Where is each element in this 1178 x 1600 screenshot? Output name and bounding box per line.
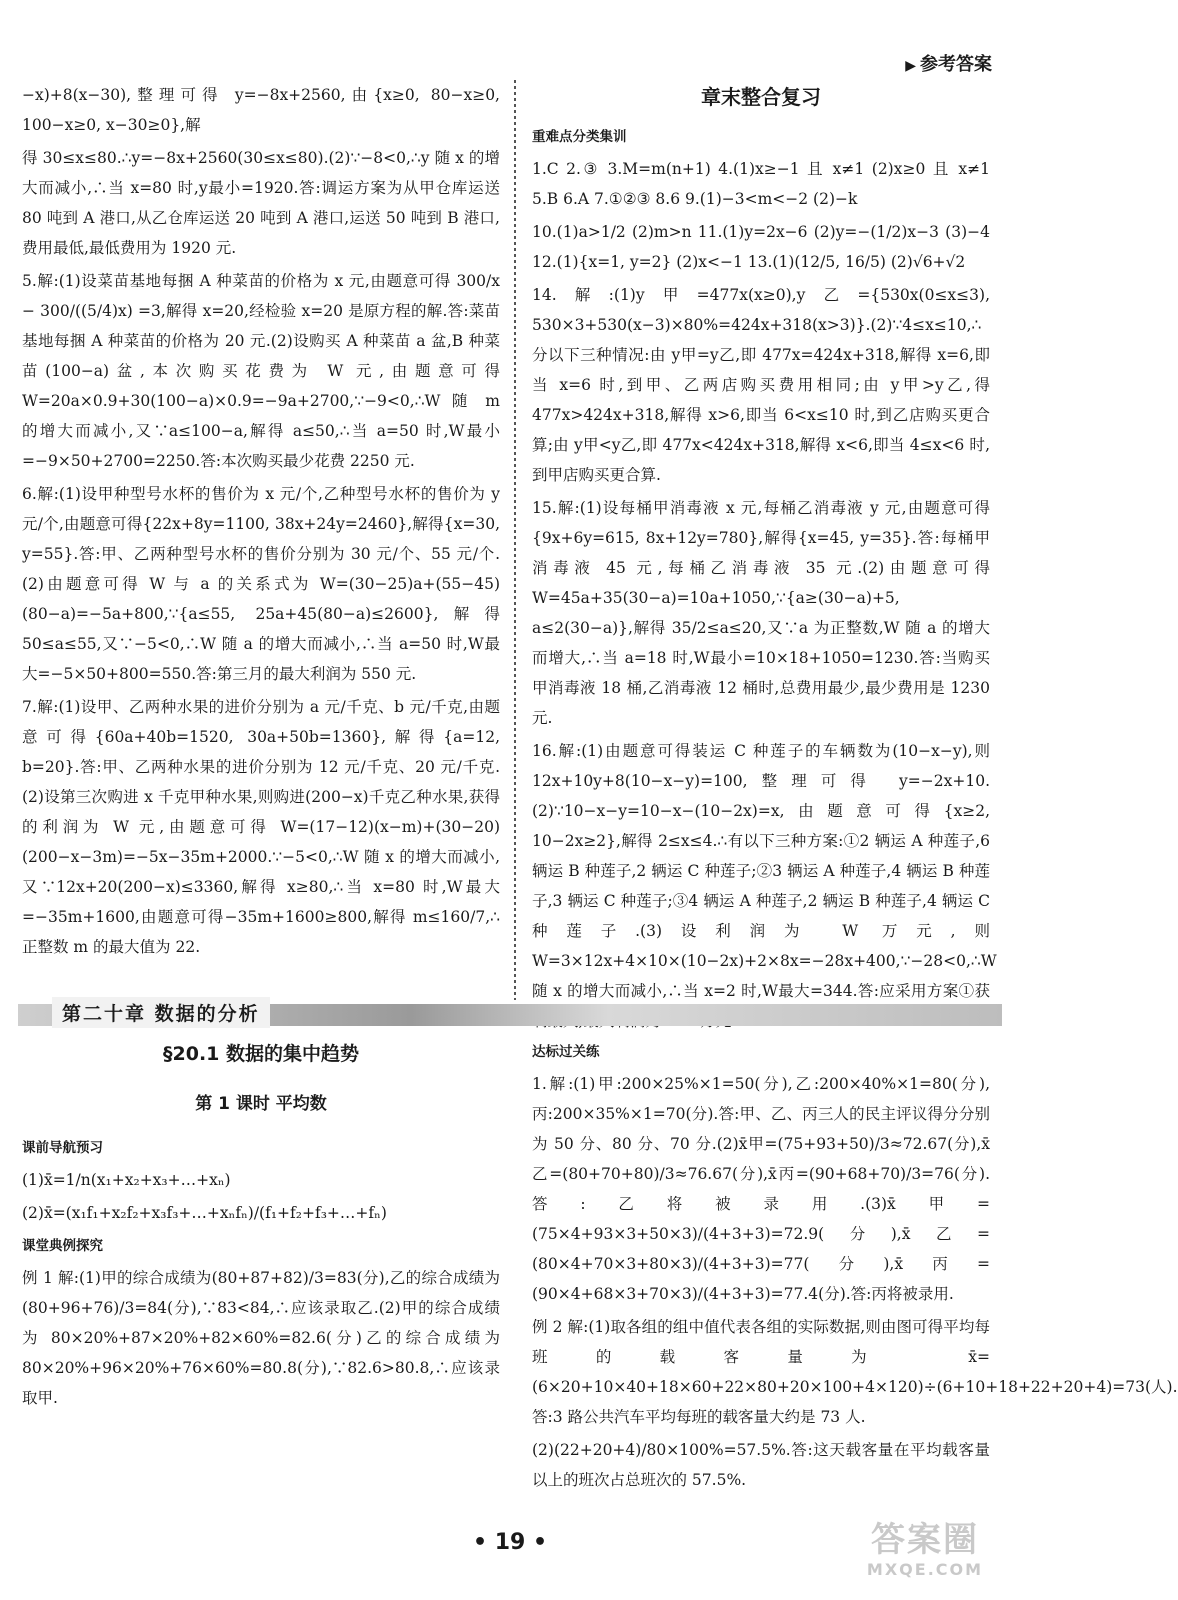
preview-heading: 课前导航预习 [22,1140,103,1156]
triangle-icon: ▶ [905,58,916,74]
left-column-top [22,80,500,965]
column-divider [514,80,516,1000]
paragraph: 15.解:(1)设每桶甲消毒液 x 元,每桶乙消毒液 y 元,由题意可得{9x+6y=615, 8x+12y=780},解得{x=45, y=35}.答:每桶甲消毒液 45 元,每桶乙消毒液 35 元.(2)由题意可得 W=45a+35(30−a)=10a+1050,∵{a≥(30−a)+5, a≤2(30−a)},解得 35/2≤a≤20,又∵a 为正整数,W 随 a 的增大而增大,∴当 a=18 时,W最小=10×18+1050=1230.答:当购买甲消毒液 18 桶,乙消毒液 12 桶时,总费用最少,最少费用是 1230 元. [532,499,990,727]
paragraph: 6.解:(1)设甲种型号水杯的售价为 x 元/个,乙种型号水杯的售价为 y 元/个,由题意可得{22x+8y=1100, 38x+24y=2460},解得{x=30, y=55}.答:甲、乙两种型号水杯的售价分别为 30 元/个、55 元/个.(2)由题意可得 W 与 a 的关系式为 W=(30−25)a+(55−45)(80−a)=−5a+800,∵{a≤55, 25a+45(80−a)≤2600},解得 50≤a≤55,又∵−5<0,∴W 随 a 的增大而减小,∴当 a=50 时,W最大=−5×50+800=550.答:第三月的最大利润为 550 元. [22,485,500,683]
paragraph: 16.解:(1)由题意可得装运 C 种莲子的车辆数为(10−x−y),则 12x+10y+8(10−x−y)=100,整理可得 y=−2x+10.(2)∵10−x−y=10−x−(10−2x)=x,由题意可得{x≥2, 10−2x≥2},解得 2≤x≤4.∴有以下三种方案:①2 辆运 A 种莲子,6 辆运 B 种莲子,2 辆运 C 种莲子;②3 辆运 A 种莲子,4 辆运 B 种莲子,3 辆运 C 种莲子;③4 辆运 A 种莲子,2 辆运 B 种莲子,4 辆运 C 种莲子.(3)设利润为 W 万元,则 W=3×12x+4×10×(10−2x)+2×8x=−28x+400,∵−28<0,∴W 随 x 的增大而减小,∴当 x=2 时,W最大=344.答:应采用方案①获 [532,742,997,1000]
paragraph: 1.C 2.③ 3.M=m(n+1) 4.(1)x≥−1 且 x≠1 (2)x≥0 且 x≠1 5.B 6.A 7.①②③ 8.6 9.(1)−3<m<−2 (2)−k [532,160,990,208]
paragraph: 1.解:(1)甲:200×25%×1=50(分),乙:200×40%×1=80(分),丙:200×35%×1=70(分).答:甲、乙、丙三人的民主评议得分分别为 50 分、80 分、70 分.(2)x̄甲=(75+93+50)/3≈72.67(分),x̄乙=(80+70+80)/3≈76.67(分),x̄丙=(90+68+70)/3=76(分).答:乙将被录用.(3)x̄甲=(75×4+93×3+50×3)/(4+3+3)=72.9(分),x̄乙=(80×4+70×3+80×3)/(4+3+3)=77(分),x̄丙=(90×4+68×3+70×3)/(4+3+3)=77.4(分).答:丙将被录用. [532,1075,990,1303]
paragraph: 10.(1)a>1/2 (2)m>n 11.(1)y=2x−6 (2)y=−(1/2)x−3 (3)−4 12.(1){x=1, y=2} (2)x<−1 13.(1)(12/5, 16/5) (2)√6+√2 [532,223,990,271]
practice-subheading: 重难点分类集训 [532,129,627,145]
page-number: • 19 • [472,1530,548,1555]
formula-line: (2)x̄=(x₁f₁+x₂f₂+x₃f₃+…+xₙfₙ)/(f₁+f₂+f₃+…+fₙ) [22,1204,387,1222]
paragraph: 得 30≤x≤80.∴y=−8x+2560(30≤x≤80).(2)∵−8<0,∴y 随 x 的增大而减小,∴当 x=80 时,y最小=1920.答:调运方案为从甲仓库运送 80 吨到 A 港口,从乙仓库运送 20 吨到 A 港口,运送 50 吨到 B 港口,费用最低,最低费用为 1920 元. [22,149,500,257]
explore-heading: 课堂典例探究 [22,1238,103,1254]
paragraph: 7.解:(1)设甲、乙两种水果的进价分别为 a 元/千克、b 元/千克,由题意可得{60a+40b=1520, 30a+50b=1360},解得{a=12, b=20}.答:甲、乙两种水果的进价分别为 12 元/千克、20 元/千克.(2)设第三次购进 x 千克甲种水果,则购进(200−x)千克乙种水果,获得的利润为 W 元,由题意可得 W=(17−12)(x−m)+(30−20)(200−x−3m)=−5x−35m+2000.∵−5<0,∴W 随 x 的增大而减小,又∵12x+20(200−x)≤3360,解得 x≥80,∴当 x=80 时,W最大=−35m+1600,由题意可得−35m+1600≥800,解得 m≤160/7,∴正整数 m 的最大值为 22. [22,698,500,956]
watermark-logo [860,1520,990,1590]
section-tag: ▶ 参考答案 [905,54,992,75]
right-column-bottom [532,1035,1178,1498]
section-title: §20.1 数据的集中趋势 [163,1043,359,1065]
watermark-logo-text: 答案圈 [871,1520,979,1560]
right-column-top [532,80,997,1039]
lesson-title: 第 1 课时 平均数 [195,1094,327,1114]
chapter-review-heading: 章末整合复习 [701,85,821,109]
example-paragraph: 例 1 解:(1)甲的综合成绩为(80+87+82)/3=83(分),乙的综合成绩为(80+96+76)/3=84(分),∵83<84,∴应该录取乙.(2)甲的综合成绩为 80×20%+87×20%+82×60%=82.6(分)乙的综合成绩为 80×20%+96×20%+76×60%=80.8(分),∵82.6>80.8,∴应该录取甲. [22,1269,500,1407]
watermark-url: MXQE.COM [866,1560,984,1579]
paragraph: −x)+8(x−30),整理可得 y=−8x+2560,由{x≥0, 80−x≥0, 100−x≥0, x−30≥0},解 [22,86,500,134]
chapter-title: 第二十章 数据的分析 [52,997,270,1028]
paragraph: 14.解:(1)y甲=477x(x≥0),y乙={530x(0≤x≤3), 530×3+530(x−3)×80%=424x+318(x>3)}.(2)∵4≤x≤10,∴分以下三种情况:由 y甲=y乙,即 477x=424x+318,解得 x=6,即当 x=6 时,到甲、乙两店购买费用相同;由 y甲>y乙,得 477x>424x+318,解得 x>6,即当 6<x≤10 时,到乙店购买更合算;由 y甲<y乙,即 477x<424x+318,解得 x<6,即当 4≤x<6 时,到甲店购买更合算. [532,286,990,484]
paragraph: 5.解:(1)设菜苗基地每捆 A 种菜苗的价格为 x 元,由题意可得 300/x − 300/((5/4)x) =3,解得 x=20,经检验 x=20 是原方程的解.答:菜苗基地每捆 A 种菜苗的价格为 20 元.(2)设购买 A 种菜苗 a 盆,B 种菜苗(100−a)盆,本次购买花费为 W 元,由题意可得 W=20a×0.9+30(100−a)×0.9=−9a+2700,∵−9<0,∴W 随 m 的增大而减小,又∵a≤100−a,解得 a≤50,∴当 a=50 时,W最小=−9×50+2700=2250.答:本次购买最少花费 2250 元. [22,272,500,470]
formula-line: (1)x̄=1/n(x₁+x₂+x₃+…+xₙ) [22,1171,231,1189]
paragraph: 例 2 解:(1)取各组的组中值代表各组的实际数据,则由图可得平均每班的载客量为 x̄=(6×20+10×40+18×60+22×80+20×100+4×120)÷(6+10+18+22+20+4)=73(人).答:3 路公共汽车平均每班的载客量大约是 73 人. [532,1318,1178,1426]
left-column-bottom [22,1035,500,1416]
exercise-heading: 达标过关练 [532,1044,600,1060]
paragraph: (2)(22+20+4)/80×100%=57.5%.答:这天载客量在平均载客量以上的班次占总班次的 57.5%. [532,1441,990,1489]
